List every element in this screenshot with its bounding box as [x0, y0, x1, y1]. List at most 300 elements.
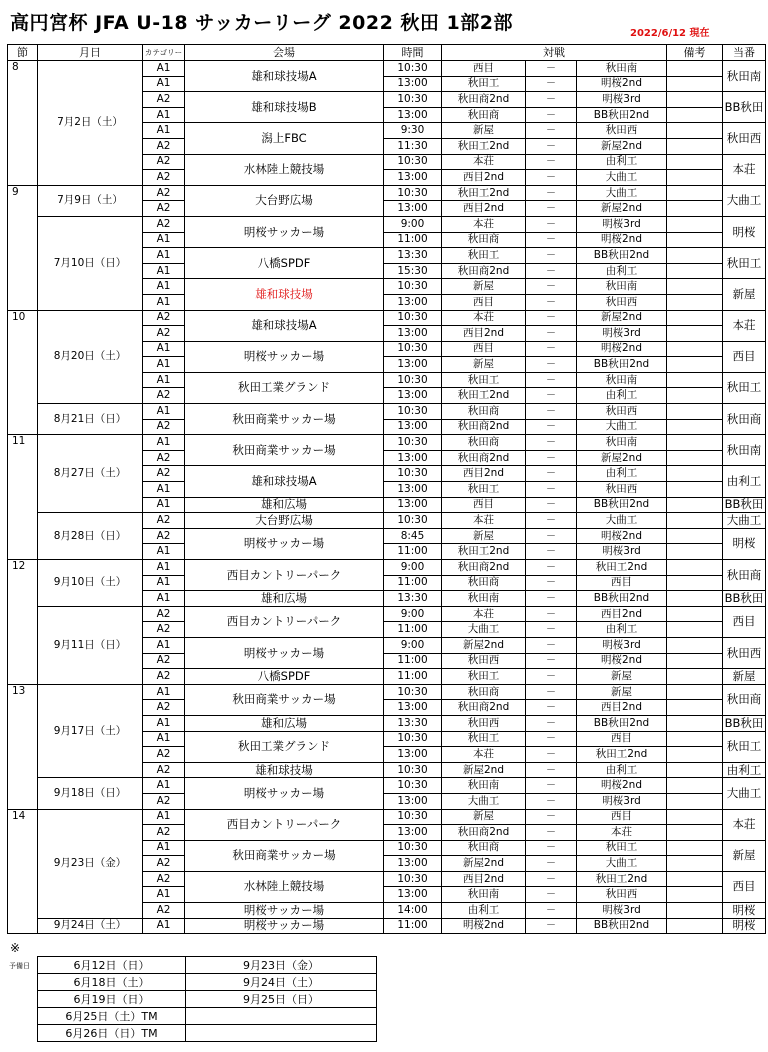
venue-cell: 雄和球技場A	[185, 466, 384, 497]
home-team-cell: 秋田商2nd	[442, 92, 526, 108]
time-cell: 13:00	[384, 700, 442, 716]
category-cell: A1	[143, 575, 185, 591]
time-cell: 10:30	[384, 341, 442, 357]
home-team-cell: 新屋	[442, 809, 526, 825]
time-cell: 9:00	[384, 560, 442, 576]
time-cell: 9:00	[384, 606, 442, 622]
time-cell: 13:30	[384, 248, 442, 264]
note-cell	[667, 388, 723, 404]
duty-team-cell: 秋田工	[723, 248, 766, 279]
home-team-cell: 由利工	[442, 903, 526, 919]
category-cell: A1	[143, 107, 185, 123]
reserve-date-cell: 9月23日（金）	[186, 957, 377, 974]
away-team-cell: 大曲工	[577, 856, 667, 872]
date-cell: 8月28日（日）	[38, 513, 143, 560]
away-team-cell: 明桜2nd	[577, 778, 667, 794]
vs-dash-cell: －	[526, 544, 577, 560]
table-row	[8, 684, 766, 700]
round-cell: 13	[8, 684, 38, 809]
time-cell: 11:00	[384, 544, 442, 560]
time-cell: 11:00	[384, 232, 442, 248]
category-cell: A1	[143, 715, 185, 731]
time-cell: 11:00	[384, 669, 442, 685]
away-team-cell: 明桜3rd	[577, 793, 667, 809]
away-team-cell: 秋田工2nd	[577, 560, 667, 576]
note-cell	[667, 825, 723, 841]
away-team-cell: 西目	[577, 809, 667, 825]
away-team-cell: 明桜3rd	[577, 637, 667, 653]
home-team-cell: 本荘	[442, 216, 526, 232]
table-row	[8, 513, 766, 529]
vs-dash-cell: －	[526, 684, 577, 700]
date-cell: 9月18日（日）	[38, 778, 143, 809]
away-team-cell: 由利工	[577, 622, 667, 638]
home-team-cell: 秋田工	[442, 482, 526, 498]
date-cell: 7月10日（日）	[38, 216, 143, 310]
time-cell: 10:30	[384, 310, 442, 326]
vs-dash-cell: －	[526, 138, 577, 154]
time-cell: 13:00	[384, 326, 442, 342]
note-cell	[667, 544, 723, 560]
reserve-date-cell	[186, 1025, 377, 1042]
away-team-cell: 新屋2nd	[577, 201, 667, 217]
away-team-cell: 明桜3rd	[577, 326, 667, 342]
home-team-cell: 明桜2nd	[442, 918, 526, 934]
time-cell: 11:30	[384, 138, 442, 154]
time-cell: 10:30	[384, 154, 442, 170]
away-team-cell: 新屋	[577, 669, 667, 685]
time-cell: 15:30	[384, 263, 442, 279]
category-cell: A2	[143, 513, 185, 529]
note-cell	[667, 778, 723, 794]
note-cell	[667, 279, 723, 295]
vs-dash-cell: －	[526, 575, 577, 591]
vs-dash-cell: －	[526, 76, 577, 92]
note-cell	[667, 684, 723, 700]
note-cell	[667, 92, 723, 108]
venue-cell: 明桜サッカー場	[185, 216, 384, 247]
vs-dash-cell: －	[526, 731, 577, 747]
note-cell	[667, 528, 723, 544]
duty-team-cell: 秋田商	[723, 404, 766, 435]
note-cell	[667, 700, 723, 716]
header-setsu: 節	[8, 45, 38, 61]
vs-dash-cell: －	[526, 279, 577, 295]
home-team-cell: 西目	[442, 497, 526, 513]
duty-team-cell: 明桜	[723, 528, 766, 559]
home-team-cell: 秋田工2nd	[442, 138, 526, 154]
away-team-cell: 秋田工2nd	[577, 747, 667, 763]
vs-dash-cell: －	[526, 560, 577, 576]
away-team-cell: 新屋	[577, 684, 667, 700]
away-team-cell: 明桜2nd	[577, 653, 667, 669]
reserve-date-cell: 6月19日（日）	[38, 991, 186, 1008]
vs-dash-cell: －	[526, 747, 577, 763]
category-cell: A1	[143, 591, 185, 607]
home-team-cell: 新屋2nd	[442, 762, 526, 778]
category-cell: A1	[143, 294, 185, 310]
venue-cell: 雄和球技場A	[185, 61, 384, 92]
away-team-cell: 由利工	[577, 388, 667, 404]
vs-dash-cell: －	[526, 154, 577, 170]
note-cell	[667, 513, 723, 529]
time-cell: 13:00	[384, 450, 442, 466]
date-cell: 9月23日（金）	[38, 809, 143, 918]
home-team-cell: 西目2nd	[442, 326, 526, 342]
note-cell	[667, 185, 723, 201]
reserve-row	[38, 1008, 377, 1025]
venue-cell: 水林陸上競技場	[185, 871, 384, 902]
category-cell: A2	[143, 622, 185, 638]
page-title: 高円宮杯 JFA U-18 サッカーリーグ 2022 秋田 1部2部	[10, 12, 513, 34]
table-row	[8, 809, 766, 825]
duty-team-cell: 秋田南	[723, 61, 766, 92]
note-cell	[667, 154, 723, 170]
note-cell	[667, 450, 723, 466]
away-team-cell: 由利工	[577, 762, 667, 778]
venue-cell: 秋田商業サッカー場	[185, 684, 384, 715]
time-cell: 11:00	[384, 653, 442, 669]
reserve-date-cell	[186, 1008, 377, 1025]
note-cell	[667, 560, 723, 576]
home-team-cell: 秋田商	[442, 575, 526, 591]
vs-dash-cell: －	[526, 903, 577, 919]
vs-dash-cell: －	[526, 232, 577, 248]
category-cell: A2	[143, 185, 185, 201]
home-team-cell: 秋田工	[442, 731, 526, 747]
duty-team-cell: 由利工	[723, 762, 766, 778]
venue-cell: 雄和球技場B	[185, 92, 384, 123]
header-venue: 会場	[185, 45, 384, 61]
duty-team-cell: 秋田西	[723, 123, 766, 154]
note-cell	[667, 107, 723, 123]
time-cell: 13:00	[384, 419, 442, 435]
reserve-date-cell: 6月25日（土）TM	[38, 1008, 186, 1025]
home-team-cell: 本荘	[442, 606, 526, 622]
away-team-cell: 西目2nd	[577, 700, 667, 716]
away-team-cell: 明桜3rd	[577, 544, 667, 560]
home-team-cell: 秋田工	[442, 248, 526, 264]
category-cell: A1	[143, 123, 185, 139]
venue-cell: 雄和球技場	[185, 762, 384, 778]
home-team-cell: 秋田商2nd	[442, 825, 526, 841]
home-team-cell: 新屋	[442, 357, 526, 373]
home-team-cell: 新屋	[442, 528, 526, 544]
category-cell: A2	[143, 326, 185, 342]
table-row	[8, 404, 766, 420]
vs-dash-cell: －	[526, 372, 577, 388]
vs-dash-cell: －	[526, 123, 577, 139]
note-cell	[667, 61, 723, 77]
category-cell: A1	[143, 840, 185, 856]
category-cell: A2	[143, 388, 185, 404]
vs-dash-cell: －	[526, 840, 577, 856]
duty-team-cell: 本荘	[723, 809, 766, 840]
home-team-cell: 秋田商	[442, 107, 526, 123]
home-team-cell: 秋田商2nd	[442, 419, 526, 435]
vs-dash-cell: －	[526, 326, 577, 342]
venue-cell: 明桜サッカー場	[185, 778, 384, 809]
vs-dash-cell: －	[526, 170, 577, 186]
category-cell: A2	[143, 154, 185, 170]
category-cell: A1	[143, 263, 185, 279]
vs-dash-cell: －	[526, 700, 577, 716]
category-cell: A2	[143, 92, 185, 108]
category-cell: A2	[143, 856, 185, 872]
table-row	[8, 778, 766, 794]
round-cell: 11	[8, 435, 38, 560]
away-team-cell: 明桜3rd	[577, 903, 667, 919]
duty-team-cell: 秋田西	[723, 637, 766, 668]
venue-cell: 雄和広場	[185, 715, 384, 731]
home-team-cell: 秋田西	[442, 715, 526, 731]
away-team-cell: 新屋2nd	[577, 310, 667, 326]
away-team-cell: 秋田西	[577, 294, 667, 310]
date-cell: 8月21日（日）	[38, 404, 143, 435]
away-team-cell: 大曲工	[577, 513, 667, 529]
date-cell: 8月27日（土）	[38, 435, 143, 513]
reserve-date-cell: 6月12日（日）	[38, 957, 186, 974]
time-cell: 13:00	[384, 497, 442, 513]
category-cell: A1	[143, 232, 185, 248]
away-team-cell: 秋田工	[577, 840, 667, 856]
venue-cell: 八橋SPDF	[185, 669, 384, 685]
note-cell	[667, 232, 723, 248]
time-cell: 13:00	[384, 76, 442, 92]
duty-team-cell: 西目	[723, 871, 766, 902]
away-team-cell: 明桜2nd	[577, 528, 667, 544]
vs-dash-cell: －	[526, 669, 577, 685]
venue-cell: 秋田商業サッカー場	[185, 404, 384, 435]
reserve-days-table	[37, 956, 377, 1042]
category-cell: A1	[143, 435, 185, 451]
vs-dash-cell: －	[526, 497, 577, 513]
duty-team-cell: 大曲工	[723, 185, 766, 216]
vs-dash-cell: －	[526, 294, 577, 310]
category-cell: A2	[143, 450, 185, 466]
venue-cell: 西目カントリーパーク	[185, 606, 384, 637]
note-cell	[667, 310, 723, 326]
note-cell	[667, 918, 723, 934]
category-cell: A1	[143, 637, 185, 653]
away-team-cell: BB秋田2nd	[577, 248, 667, 264]
header-note: 備考	[667, 45, 723, 61]
time-cell: 8:45	[384, 528, 442, 544]
venue-cell: 明桜サッカー場	[185, 918, 384, 934]
category-cell: A2	[143, 903, 185, 919]
vs-dash-cell: －	[526, 435, 577, 451]
duty-team-cell: 西目	[723, 341, 766, 372]
away-team-cell: 明桜2nd	[577, 76, 667, 92]
home-team-cell: 秋田商2nd	[442, 450, 526, 466]
home-team-cell: 秋田南	[442, 778, 526, 794]
home-team-cell: 秋田商	[442, 435, 526, 451]
venue-cell: 雄和球技場A	[185, 310, 384, 341]
note-cell	[667, 637, 723, 653]
time-cell: 10:30	[384, 466, 442, 482]
home-team-cell: 秋田工	[442, 372, 526, 388]
note-cell	[667, 170, 723, 186]
category-cell: A2	[143, 419, 185, 435]
home-team-cell: 大曲工	[442, 622, 526, 638]
table-row	[8, 216, 766, 232]
category-cell: A1	[143, 684, 185, 700]
duty-team-cell: BB秋田	[723, 591, 766, 607]
category-cell: A2	[143, 825, 185, 841]
reserve-days-label: 予備日	[9, 962, 30, 970]
home-team-cell: 秋田商	[442, 232, 526, 248]
time-cell: 14:00	[384, 903, 442, 919]
category-cell: A1	[143, 497, 185, 513]
away-team-cell: 秋田南	[577, 372, 667, 388]
category-cell: A2	[143, 466, 185, 482]
time-cell: 13:00	[384, 825, 442, 841]
home-team-cell: 秋田商2nd	[442, 700, 526, 716]
category-cell: A2	[143, 762, 185, 778]
away-team-cell: 本荘	[577, 825, 667, 841]
time-cell: 9:00	[384, 637, 442, 653]
note-cell	[667, 341, 723, 357]
vs-dash-cell: －	[526, 248, 577, 264]
note-cell	[667, 731, 723, 747]
note-cell	[667, 591, 723, 607]
time-cell: 10:30	[384, 840, 442, 856]
venue-cell: 秋田工業グランド	[185, 731, 384, 762]
category-cell: A2	[143, 793, 185, 809]
time-cell: 13:00	[384, 201, 442, 217]
time-cell: 13:30	[384, 715, 442, 731]
home-team-cell: 西目	[442, 341, 526, 357]
home-team-cell: 大曲工	[442, 793, 526, 809]
table-row	[8, 560, 766, 576]
vs-dash-cell: －	[526, 825, 577, 841]
time-cell: 13:00	[384, 170, 442, 186]
note-cell	[667, 466, 723, 482]
category-cell: A2	[143, 170, 185, 186]
duty-team-cell: 新屋	[723, 840, 766, 871]
vs-dash-cell: －	[526, 528, 577, 544]
note-cell	[667, 357, 723, 373]
round-cell: 10	[8, 310, 38, 435]
note-cell	[667, 622, 723, 638]
category-cell: A2	[143, 606, 185, 622]
vs-dash-cell: －	[526, 92, 577, 108]
vs-dash-cell: －	[526, 637, 577, 653]
header-date: 月日	[38, 45, 143, 61]
note-cell	[667, 871, 723, 887]
note-cell	[667, 138, 723, 154]
category-cell: A1	[143, 731, 185, 747]
note-cell	[667, 372, 723, 388]
note-cell	[667, 263, 723, 279]
time-cell: 10:30	[384, 513, 442, 529]
vs-dash-cell: －	[526, 310, 577, 326]
venue-cell: 潟上FBC	[185, 123, 384, 154]
home-team-cell: 本荘	[442, 154, 526, 170]
home-team-cell: 本荘	[442, 747, 526, 763]
note-cell	[667, 903, 723, 919]
category-cell: A2	[143, 528, 185, 544]
note-cell	[667, 435, 723, 451]
vs-dash-cell: －	[526, 185, 577, 201]
duty-team-cell: 明桜	[723, 216, 766, 247]
away-team-cell: BB秋田2nd	[577, 497, 667, 513]
round-cell: 9	[8, 185, 38, 310]
as-of-date: 2022/6/12 現在	[630, 28, 710, 39]
date-cell: 7月9日（土）	[38, 185, 143, 216]
note-cell	[667, 404, 723, 420]
time-cell: 10:30	[384, 871, 442, 887]
vs-dash-cell: －	[526, 357, 577, 373]
footnote-mark: ※	[10, 941, 21, 955]
schedule-table	[7, 44, 766, 934]
vs-dash-cell: －	[526, 622, 577, 638]
vs-dash-cell: －	[526, 871, 577, 887]
time-cell: 11:00	[384, 918, 442, 934]
vs-dash-cell: －	[526, 466, 577, 482]
vs-dash-cell: －	[526, 793, 577, 809]
home-team-cell: 西目	[442, 61, 526, 77]
away-team-cell: 秋田南	[577, 61, 667, 77]
time-cell: 13:00	[384, 294, 442, 310]
note-cell	[667, 419, 723, 435]
away-team-cell: BB秋田2nd	[577, 715, 667, 731]
time-cell: 13:30	[384, 591, 442, 607]
time-cell: 10:30	[384, 372, 442, 388]
away-team-cell: 秋田西	[577, 404, 667, 420]
vs-dash-cell: －	[526, 388, 577, 404]
duty-team-cell: 秋田工	[723, 731, 766, 762]
venue-cell: 秋田商業サッカー場	[185, 435, 384, 466]
table-row	[8, 310, 766, 326]
venue-cell: 明桜サッカー場	[185, 903, 384, 919]
away-team-cell: 明桜2nd	[577, 341, 667, 357]
note-cell	[667, 123, 723, 139]
home-team-cell: 秋田南	[442, 591, 526, 607]
date-cell: 9月24日（土）	[38, 918, 143, 934]
note-cell	[667, 747, 723, 763]
date-cell: 9月11日（日）	[38, 606, 143, 684]
category-cell: A1	[143, 341, 185, 357]
vs-dash-cell: －	[526, 591, 577, 607]
category-cell: A2	[143, 871, 185, 887]
vs-dash-cell: －	[526, 216, 577, 232]
vs-dash-cell: －	[526, 653, 577, 669]
round-cell: 14	[8, 809, 38, 934]
category-cell: A1	[143, 61, 185, 77]
duty-team-cell: BB秋田	[723, 92, 766, 123]
time-cell: 9:30	[384, 123, 442, 139]
duty-team-cell: BB秋田	[723, 715, 766, 731]
reserve-row	[38, 1025, 377, 1042]
date-cell: 9月10日（土）	[38, 560, 143, 607]
time-cell: 13:00	[384, 793, 442, 809]
note-cell	[667, 216, 723, 232]
duty-team-cell: 秋田商	[723, 684, 766, 715]
category-cell: A1	[143, 778, 185, 794]
category-cell: A1	[143, 918, 185, 934]
category-cell: A1	[143, 809, 185, 825]
away-team-cell: 大曲工	[577, 419, 667, 435]
time-cell: 10:30	[384, 762, 442, 778]
header-time: 時間	[384, 45, 442, 61]
vs-dash-cell: －	[526, 341, 577, 357]
table-row	[8, 435, 766, 451]
home-team-cell: 秋田商	[442, 684, 526, 700]
venue-cell: 水林陸上競技場	[185, 154, 384, 185]
time-cell: 13:00	[384, 388, 442, 404]
duty-team-cell: 本荘	[723, 154, 766, 185]
